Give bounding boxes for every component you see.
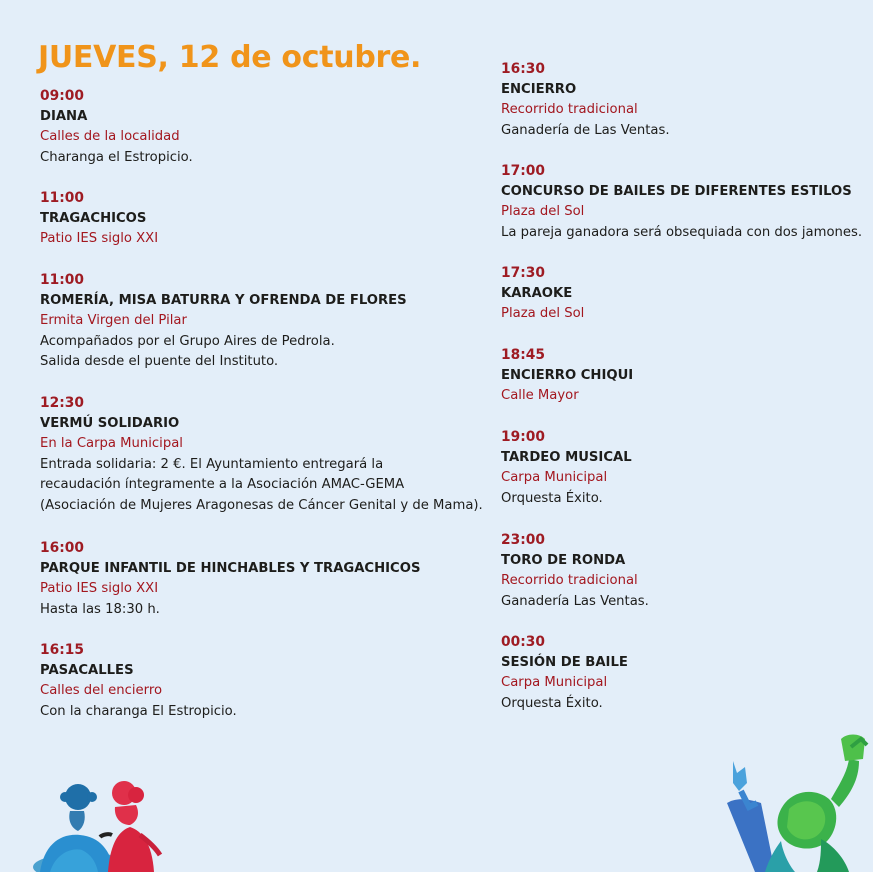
event-place: Plaza del Sol xyxy=(501,306,585,322)
event-name: TARDEO MUSICAL xyxy=(501,449,632,465)
event-time: 16:15 xyxy=(40,642,84,658)
event-description: Orquesta Éxito. xyxy=(501,490,603,506)
event-time: 12:30 xyxy=(40,395,84,411)
event-item xyxy=(40,393,483,517)
event-name: ENCIERRO CHIQUI xyxy=(501,367,634,383)
event-name: ROMERÍA, MISA BATURRA Y OFRENDA DE FLORES xyxy=(40,292,407,308)
event-time: 17:00 xyxy=(501,163,545,179)
event-name: SESIÓN DE BAILE xyxy=(501,654,628,670)
event-description: Ganadería Las Ventas. xyxy=(501,593,649,609)
event-description: Ganadería de Las Ventas. xyxy=(501,122,670,138)
event-item xyxy=(40,188,480,250)
event-time: 18:45 xyxy=(501,347,545,363)
event-place: Calles de la localidad xyxy=(40,129,180,145)
dancing-figures-illustration xyxy=(725,733,873,872)
event-description: Acompañados por el Grupo Aires de Pedrola. xyxy=(40,333,335,349)
event-description: Orquesta Éxito. xyxy=(501,695,603,711)
event-item xyxy=(40,270,480,373)
event-name: PARQUE INFANTIL DE HINCHABLES Y TRAGACHICOS xyxy=(40,560,421,576)
event-place: Patio IES siglo XXI xyxy=(40,581,159,597)
event-time: 16:00 xyxy=(40,540,84,556)
event-item xyxy=(501,263,866,325)
event-description: Entrada solidaria: 2 €. El Ayuntamiento entregará la xyxy=(40,456,384,472)
children-painting-illustration xyxy=(30,775,165,872)
event-item xyxy=(501,632,866,714)
event-name: KARAOKE xyxy=(501,285,573,301)
event-name: PASACALLES xyxy=(40,662,134,678)
event-name: CONCURSO DE BAILES DE DIFERENTES ESTILOS xyxy=(501,183,852,199)
day-title: JUEVES, 12 de octubre. xyxy=(38,40,422,75)
event-item xyxy=(501,59,866,141)
event-item xyxy=(40,640,480,722)
event-place: Plaza del Sol xyxy=(501,204,585,220)
event-item xyxy=(40,538,480,620)
event-description: Salida desde el puente del Instituto. xyxy=(40,354,279,370)
event-place: Carpa Municipal xyxy=(501,675,608,691)
event-item xyxy=(501,530,866,612)
event-description: Charanga el Estropicio. xyxy=(40,149,193,165)
event-name: DIANA xyxy=(40,108,88,124)
event-time: 23:00 xyxy=(501,532,545,548)
event-time: 16:30 xyxy=(501,61,545,77)
event-item xyxy=(40,86,480,168)
event-name: TORO DE RONDA xyxy=(501,552,626,568)
event-description: Con la charanga El Estropicio. xyxy=(40,703,237,719)
event-place: Recorrido tradicional xyxy=(501,102,638,118)
event-time: 00:30 xyxy=(501,634,545,650)
event-item xyxy=(501,161,866,243)
event-place: Recorrido tradicional xyxy=(501,573,638,589)
event-item xyxy=(501,345,866,407)
event-place: Carpa Municipal xyxy=(501,470,608,486)
event-time: 09:00 xyxy=(40,88,84,104)
event-time: 11:00 xyxy=(40,272,84,288)
event-time: 17:30 xyxy=(501,265,545,281)
event-name: VERMÚ SOLIDARIO xyxy=(40,415,180,431)
event-item xyxy=(501,427,866,509)
event-time: 19:00 xyxy=(501,429,545,445)
event-description: Hasta las 18:30 h. xyxy=(40,601,160,617)
event-place: En la Carpa Municipal xyxy=(40,436,183,452)
event-name: TRAGACHICOS xyxy=(40,210,147,226)
event-description: recaudación íntegramente a la Asociación AMAC-GEMA xyxy=(40,477,405,493)
event-description: La pareja ganadora será obsequiada con dos jamones. xyxy=(501,224,863,240)
event-description: (Asociación de Mujeres Aragonesas de Cáncer Genital y de Mama). xyxy=(40,497,483,513)
event-place: Ermita Virgen del Pilar xyxy=(40,313,187,329)
event-place: Calles del encierro xyxy=(40,683,163,699)
event-name: ENCIERRO xyxy=(501,81,577,97)
event-place: Patio IES siglo XXI xyxy=(40,231,159,247)
event-place: Calle Mayor xyxy=(501,388,579,404)
event-time: 11:00 xyxy=(40,190,84,206)
